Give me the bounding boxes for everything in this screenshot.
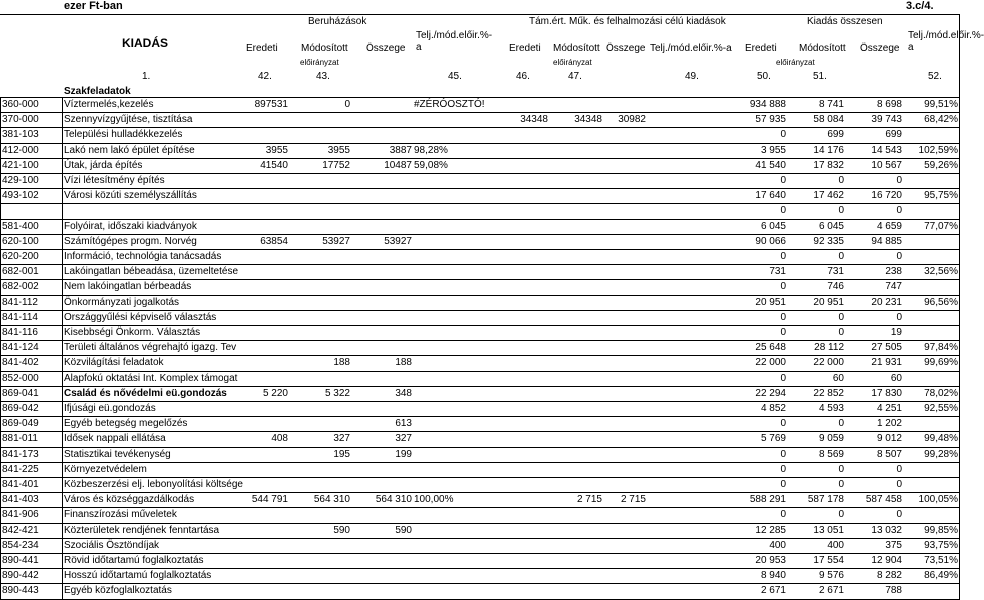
cell-g3-3: 73,51%	[924, 555, 958, 566]
cell-name: Útak, járda építés	[64, 159, 143, 171]
cell-g3-0: 0	[780, 251, 786, 262]
cell-g3-0: 12 285	[755, 524, 786, 536]
colnum-47: 47.	[568, 71, 582, 82]
cell-g1-1: 564 310	[313, 494, 350, 506]
cell-name: Kisebbségi Önkorm. Választás	[64, 327, 201, 338]
cell-code: 682-001	[2, 266, 39, 278]
cell-name: Nem lakóingatlan bérbeadás	[64, 281, 192, 293]
cell-name: Család és nővédelmi eü.gondozás	[64, 387, 227, 399]
cell-g1-1: 3955	[327, 144, 350, 156]
cell-name: Szennyvízgyűjtése, tisztítása	[64, 114, 193, 126]
cell-g3-0: 0	[780, 175, 786, 186]
colnum-52: 52.	[928, 71, 942, 82]
cell-g3-1: 92 335	[813, 235, 844, 247]
cell-code: 841-402	[2, 357, 39, 369]
cell-g3-0: 0	[780, 418, 786, 430]
cell-g3-0: 22 000	[755, 357, 786, 369]
cell-g1-0: 41540	[260, 159, 288, 171]
cell-g3-0: 5 769	[760, 433, 786, 445]
cell-g3-0: 2 671	[760, 585, 786, 597]
cell-name: Önkormányzati jogalkotás	[64, 296, 180, 308]
cell-g3-2: 19	[890, 327, 902, 338]
cell-g3-2: 0	[896, 463, 902, 475]
col-g2-eredeti: Eredeti	[509, 43, 541, 54]
cell-code: 890-443	[2, 585, 39, 597]
cell-g3-2: 4 251	[876, 403, 902, 414]
cell-g3-1: 0	[838, 311, 844, 323]
page-number: 3.c/4.	[906, 0, 934, 12]
cell-g3-1: 4 593	[818, 403, 844, 414]
colnum-1: 1.	[142, 71, 151, 82]
cell-code: 581-400	[2, 220, 39, 232]
col-g1-modositott: Módosított	[301, 43, 348, 54]
cell-g3-2: 9 012	[876, 433, 902, 445]
cell-g3-1: 400	[827, 539, 844, 551]
cell-code: 493-102	[2, 190, 39, 202]
cell-g3-2: 16 720	[871, 190, 902, 202]
cell-g3-0: 0	[780, 281, 786, 293]
cell-g3-0: 20 951	[755, 296, 786, 308]
cell-code: 869-049	[2, 418, 39, 430]
cell-g1-1: 327	[333, 433, 350, 445]
cell-g3-2: 0	[896, 251, 902, 262]
cell-code: 869-041	[2, 387, 39, 399]
grid-vline	[62, 97, 63, 599]
cell-g1-0: 3955	[265, 144, 288, 156]
cell-g3-0: 0	[780, 463, 786, 475]
grid-hline	[0, 14, 960, 15]
cell-g1-0: 544 791	[251, 494, 288, 506]
cell-g3-3: 59,26%	[924, 159, 958, 171]
cell-g3-0: 8 940	[760, 570, 786, 582]
cell-g3-0: 934 888	[749, 99, 786, 110]
cell-g3-1: 14 176	[813, 144, 844, 156]
cell-g1-2: 10487	[384, 159, 412, 171]
cell-g3-0: 3 955	[760, 144, 786, 156]
cell-name: Rövid időtartamú foglalkoztatás	[64, 555, 204, 566]
cell-g2-2: 30982	[618, 114, 646, 126]
col-g2-telj: Telj./mód.előir.%-a	[650, 43, 732, 54]
cell-name: Szociális Ösztöndíjak	[64, 539, 160, 551]
cell-g3-2: 21 931	[871, 357, 902, 369]
cell-code: 421-100	[2, 159, 39, 171]
cell-g2-2: 2 715	[620, 494, 646, 506]
cell-g3-3: 97,84%	[924, 342, 958, 354]
cell-g3-2: 39 743	[871, 114, 902, 126]
cell-g1-1: 188	[333, 357, 350, 369]
cell-code: 841-906	[2, 509, 39, 521]
col-g1-telj: Telj./mód.előir.%-a	[416, 30, 493, 53]
page-unit-label: ezer Ft-ban	[64, 0, 123, 12]
cell-g1-0: 897531	[254, 99, 288, 110]
cell-g3-0: 0	[780, 129, 786, 141]
cell-g3-2: 13 032	[871, 524, 902, 536]
col-g1-eredeti: Eredeti	[246, 43, 278, 54]
cell-g3-1: 0	[838, 327, 844, 338]
cell-g2-1: 34348	[574, 114, 602, 126]
cell-g3-3: 78,02%	[924, 387, 958, 399]
cell-code: 841-173	[2, 448, 39, 460]
cell-name: Város és községgazdálkodás	[64, 494, 195, 506]
cell-g3-1: 22 000	[813, 357, 844, 369]
cell-g1-2: 613	[395, 418, 412, 430]
cell-code: 370-000	[2, 114, 39, 126]
cell-g3-2: 12 904	[871, 555, 902, 566]
cell-g1-3: #ZÉRÓOSZTÓ!	[414, 99, 485, 110]
cell-g3-3: 92,55%	[924, 403, 958, 414]
col-g3-telj: Telj./mód.előir.%-a	[908, 30, 984, 53]
cell-code: 412-000	[2, 144, 39, 156]
cell-g3-0: 25 648	[755, 342, 786, 354]
cell-name: Települési hulladékkezelés	[64, 129, 183, 141]
cell-g3-2: 587 458	[865, 494, 902, 506]
cell-g3-2: 94 885	[871, 235, 902, 247]
cell-g3-2: 17 830	[871, 387, 902, 399]
cell-name: Közterületek rendjének fenntartása	[64, 524, 220, 536]
cell-name: Egyéb közfoglalkoztatás	[64, 585, 172, 597]
cell-code: 620-200	[2, 251, 39, 262]
group-beruhazasok: Beruházások	[308, 16, 367, 27]
cell-g3-3: 86,49%	[924, 570, 958, 582]
cell-g3-2: 4 659	[876, 220, 902, 232]
cell-g3-0: 0	[780, 311, 786, 323]
cell-g3-1: 0	[838, 175, 844, 186]
grid-vline	[959, 14, 960, 599]
cell-g1-2: 53927	[384, 235, 412, 247]
cell-g1-2: 188	[395, 357, 412, 369]
cell-name: Információ, technológia tanácsadás	[64, 251, 222, 262]
cell-g3-0: 0	[780, 479, 786, 490]
cell-g3-1: 746	[827, 281, 844, 293]
cell-g3-2: 0	[896, 175, 902, 186]
cell-g3-2: 238	[885, 266, 902, 278]
cell-g3-2: 699	[885, 129, 902, 141]
col-g3-osszege: Összege	[860, 43, 900, 54]
cell-code: 854-234	[2, 539, 39, 551]
cell-g3-2: 27 505	[871, 342, 902, 354]
cell-g3-2: 788	[885, 585, 902, 597]
cell-g3-1: 2 671	[818, 585, 844, 597]
cell-code: 682-002	[2, 281, 39, 293]
cell-g3-1: 13 051	[813, 524, 844, 536]
cell-g1-3: 100,00%	[414, 494, 454, 506]
cell-g3-3: 96,56%	[924, 296, 958, 308]
cell-name: Finanszírozási műveletek	[64, 509, 177, 521]
cell-g3-1: 0	[838, 251, 844, 262]
cell-g2-0: 34348	[520, 114, 548, 126]
cell-g3-2: 0	[896, 205, 902, 217]
cell-code: 841-114	[2, 311, 38, 323]
cell-code: 381-103	[2, 129, 39, 141]
cell-g3-1: 6 045	[818, 220, 844, 232]
cell-name: Idősek nappali ellátása	[64, 433, 166, 445]
cell-g1-1: 53927	[322, 235, 350, 247]
cell-g3-3: 99,48%	[924, 433, 958, 445]
cell-g3-1: 58 084	[813, 114, 844, 126]
cell-g1-2: 199	[395, 448, 412, 460]
cell-g3-2: 747	[885, 281, 902, 293]
cell-g1-2: 327	[395, 433, 412, 445]
cell-g3-0: 41 540	[755, 159, 786, 171]
cell-g3-3: 99,85%	[924, 524, 958, 536]
cell-g3-0: 400	[769, 539, 786, 551]
cell-g3-3: 93,75%	[924, 539, 958, 551]
cell-g3-1: 17 462	[813, 190, 844, 202]
cell-g3-1: 22 852	[813, 387, 844, 399]
cell-g1-1: 0	[344, 99, 350, 110]
szakfeladatok-label: Szakfeladatok	[64, 86, 131, 97]
cell-g3-3: 102,59%	[918, 144, 958, 156]
cell-name: Városi közúti személyszállítás	[64, 190, 197, 202]
cell-g3-1: 0	[838, 205, 844, 217]
cell-g1-1: 5 322	[324, 387, 350, 399]
cell-g3-2: 8 282	[876, 570, 902, 582]
cell-g3-0: 0	[780, 509, 786, 521]
cell-g3-1: 60	[832, 372, 844, 384]
cell-g3-0: 731	[769, 266, 786, 278]
cell-name: Környezetvédelem	[64, 463, 147, 475]
cell-g3-3: 77,07%	[924, 220, 958, 232]
cell-g3-0: 0	[780, 448, 786, 460]
col-g2-modositott: Módosított	[553, 43, 600, 54]
cell-g3-2: 14 543	[871, 144, 902, 156]
cell-g3-0: 588 291	[749, 494, 786, 506]
cell-g3-1: 699	[827, 129, 844, 141]
cell-g3-3: 68,42%	[924, 114, 958, 126]
cell-g1-2: 348	[395, 387, 412, 399]
cell-g1-0: 408	[271, 433, 288, 445]
cell-name: Folyóirat, időszaki kiadványok	[64, 220, 197, 232]
colnum-43: 43.	[316, 71, 330, 82]
cell-name: Lakó nem lakó épület építése	[64, 144, 195, 156]
cell-code: 842-421	[2, 524, 39, 536]
cell-name: Alapfokú oktatási Int. Komplex támogat	[64, 372, 238, 384]
cell-g3-0: 57 935	[755, 114, 786, 126]
cell-g1-3: 98,28%	[414, 144, 448, 156]
cell-code: 841-116	[2, 327, 38, 338]
cell-code: 841-403	[2, 494, 39, 506]
colnum-46: 46.	[516, 71, 530, 82]
cell-code: 841-112	[2, 296, 38, 308]
cell-g3-3: 99,69%	[924, 357, 958, 369]
cell-g3-1: 17 554	[813, 555, 844, 566]
colnum-50: 50.	[757, 71, 771, 82]
cell-g3-1: 0	[838, 509, 844, 521]
cell-g3-0: 90 066	[755, 235, 786, 247]
cell-g3-0: 20 953	[755, 555, 786, 566]
kiadas-label: KIADÁS	[122, 36, 169, 50]
cell-g3-0: 4 852	[760, 403, 786, 414]
cell-g3-3: 32,56%	[924, 266, 958, 278]
col-g1-osszege: Összege	[366, 43, 406, 54]
cell-g3-1: 8 569	[818, 448, 844, 460]
cell-g3-1: 0	[838, 418, 844, 430]
cell-g3-1: 9 059	[818, 433, 844, 445]
cell-g3-2: 0	[896, 479, 902, 490]
cell-g3-1: 17 832	[813, 159, 844, 171]
colnum-49: 49.	[685, 71, 699, 82]
cell-g3-0: 22 294	[755, 387, 786, 399]
cell-code: 890-442	[2, 570, 39, 582]
cell-g3-1: 587 178	[807, 494, 844, 506]
group-kiadas-osszesen: Kiadás összesen	[807, 16, 883, 27]
cell-name: Közvilágítási feladatok	[64, 357, 164, 369]
cell-code: 852-000	[2, 372, 39, 384]
eloiranyzat-g3: előirányzat	[776, 58, 815, 67]
cell-g3-2: 20 231	[871, 296, 902, 308]
cell-g3-0: 0	[780, 327, 786, 338]
cell-name: Vízi létesítmény építés	[64, 175, 165, 186]
eloiranyzat-g1: előirányzat	[300, 58, 339, 67]
cell-name: Hosszú időtartamú foglalkoztatás	[64, 570, 212, 582]
cell-g3-0: 0	[780, 205, 786, 217]
cell-code: 890-441	[2, 555, 39, 566]
col-g3-modositott: Módosított	[799, 43, 846, 54]
cell-name: Ifjúsági eü.gondozás	[64, 403, 156, 414]
cell-code: 869-042	[2, 403, 39, 414]
cell-g3-1: 0	[838, 463, 844, 475]
cell-name: Területi általános végrehajtó igazg. Tev	[64, 342, 237, 354]
col-g2-osszege: Összege	[606, 43, 646, 54]
cell-g3-2: 0	[896, 311, 902, 323]
cell-g2-1: 2 715	[576, 494, 602, 506]
grid-vline	[0, 97, 1, 599]
cell-name: Közbeszerzési elj. lebonyolítási költsége	[64, 479, 243, 490]
colnum-51: 51.	[813, 71, 827, 82]
cell-g3-2: 0	[896, 509, 902, 521]
cell-name: Számítógépes progm. Norvég	[64, 235, 197, 247]
group-tamert: Tám.ért. Műk. és felhalmozási célú kiadások	[529, 16, 726, 27]
cell-g1-0: 63854	[260, 235, 288, 247]
cell-g1-1: 17752	[322, 159, 350, 171]
cell-g1-3: 59,08%	[414, 159, 448, 171]
cell-g1-2: 3887	[389, 144, 412, 156]
cell-g3-0: 6 045	[760, 220, 786, 232]
cell-g3-3: 100,05%	[918, 494, 958, 506]
cell-g1-1: 590	[333, 524, 350, 536]
colnum-42: 42.	[258, 71, 272, 82]
cell-g3-2: 8 507	[876, 448, 902, 460]
cell-code: 841-401	[2, 479, 39, 490]
cell-g3-2: 10 567	[871, 159, 902, 171]
cell-code: 841-225	[2, 463, 39, 475]
cell-g1-0: 5 220	[262, 387, 288, 399]
cell-code: 620-100	[2, 235, 39, 247]
cell-g3-1: 28 112	[814, 342, 844, 354]
cell-g1-1: 195	[333, 448, 350, 460]
eloiranyzat-g2: előirányzat	[553, 58, 592, 67]
cell-g3-1: 731	[827, 266, 844, 278]
cell-name: Országgyűlési képviselő választás	[64, 311, 217, 323]
cell-code: 429-100	[2, 175, 39, 186]
colnum-45: 45.	[448, 71, 462, 82]
cell-g3-1: 20 951	[813, 296, 844, 308]
cell-g1-2: 590	[395, 524, 412, 536]
cell-name: Lakóingatlan bébeadása, üzemeltetése	[64, 266, 239, 278]
cell-g3-3: 95,75%	[924, 190, 958, 202]
cell-g3-2: 8 698	[876, 99, 902, 110]
cell-g3-2: 1 202	[876, 418, 902, 430]
cell-name: Egyéb betegség megelőzés	[64, 418, 188, 430]
cell-g1-2: 564 310	[375, 494, 412, 506]
cell-code: 360-000	[2, 99, 39, 110]
cell-g3-1: 0	[838, 479, 844, 490]
cell-code: 841-124	[2, 342, 39, 354]
cell-g3-2: 60	[890, 372, 902, 384]
cell-g3-2: 375	[885, 539, 902, 551]
cell-g3-0: 17 640	[755, 190, 786, 202]
cell-g3-3: 99,51%	[924, 99, 958, 110]
col-g3-eredeti: Eredeti	[745, 43, 777, 54]
cell-name: Statisztikai tevékenység	[64, 448, 171, 460]
cell-g3-1: 8 741	[818, 99, 844, 110]
cell-g3-3: 99,28%	[924, 448, 958, 460]
cell-g3-0: 0	[780, 372, 786, 384]
cell-g3-1: 9 576	[818, 570, 844, 582]
cell-name: Víztermelés,kezelés	[64, 99, 154, 110]
cell-code: 881-011	[2, 433, 38, 445]
